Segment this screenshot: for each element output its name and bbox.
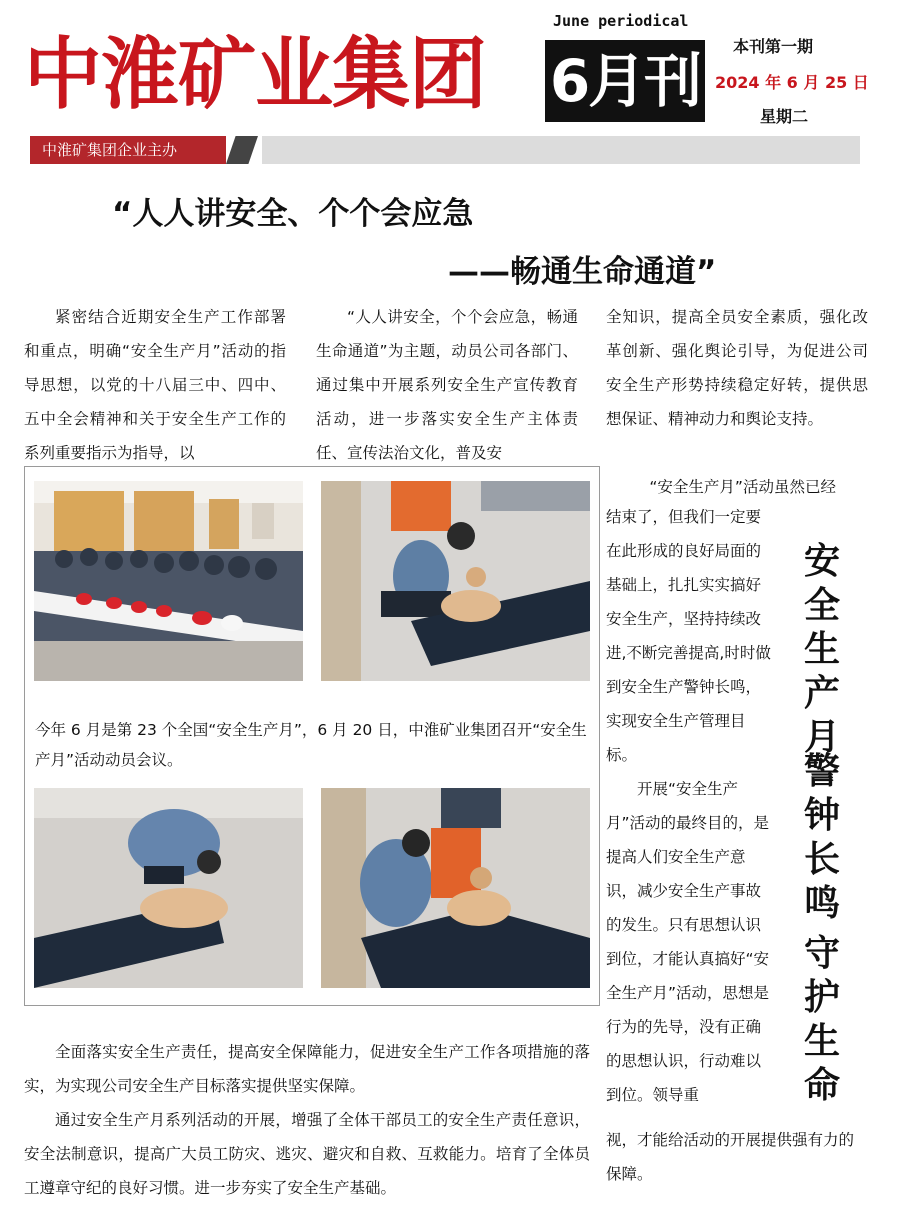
article-column-3-para2: “安全生产月”活动虽然已经: [649, 478, 836, 496]
article-column-3: 全知识，提高全员安全素质，强化改革创新、强化舆论引导，为促进公司安全生产形势持续稳定好转，提供思想保证、精神动力和舆论支持。: [606, 308, 868, 428]
bottom-para-1: 全面落实安全生产责任，提高安全保障能力，促进安全生产工作各项措施的落实，为实现公司安全生产目标落实提供坚实保障。: [24, 1043, 590, 1095]
issue-weekday: 星期二: [760, 107, 809, 126]
newspaper-title: 中淮矿业集团: [24, 30, 487, 120]
slogan-guard-life: 守护生命: [803, 933, 840, 1106]
bottom-para-2: 通过安全生产月系列活动的开展，增强了全体干部员工的安全生产责任意识，安全法制意识，提高广大员工防灾、逃灾、避灾和自救、互救能力。培育了全体员工遵章守纪的良好习惯。进一步夯实了安全生产基础。: [24, 1111, 590, 1197]
photo-caption: 今年 6 月是第 23 个全国“安全生产月”，6 月 20 日，中淮矿业集团召开“安全生产月”活动动员会议。: [35, 721, 587, 769]
right-narrow-para-1: 结束了，但我们一定要在此形成的良好局面的基础上，扎扎实实搞好安全生产，坚持持续改进,不断完善提高,时时做到安全生产警钟长鸣，实现安全生产管理目标。: [606, 508, 771, 764]
slogan-alarm-bell: 警钟长鸣: [803, 751, 840, 924]
divider-bar: [262, 136, 860, 164]
article-bottom: [24, 1035, 590, 1205]
right-narrow-para-2: 开展“安全生产月”活动的最终目的，是提高人们安全生产意识，减少安全生产事故的发生。只有思想认识到位，才能认真搞好“安全生产月”活动，思想是行为的先导，没有正确的思想认识，行动难以到位。领导重: [606, 780, 770, 1104]
sponsor-bar: 中淮矿集团企业主办: [30, 136, 226, 164]
issue-date: 2024 年 6 月 25 日: [715, 73, 869, 92]
article-right-narrow: [606, 500, 776, 1112]
divider-accent: [226, 136, 258, 164]
issue-number: 本刊第一期: [733, 37, 814, 56]
cpr-training-photo-2: [34, 788, 303, 988]
headline-line-2: ——畅通生命通道”: [448, 254, 717, 290]
article-right-end: 视，才能给活动的开展提供强有力的保障。: [606, 1131, 855, 1183]
article-column-1: 紧密结合近期安全生产工作部署和重点，明确“安全生产月”活动的指导思想，以党的十八届三中、四中、五中全会精神和关于安全生产工作的系列重要指示为指导，以: [24, 308, 286, 462]
photo-collage: [24, 466, 600, 1006]
headline-line-1: “人人讲安全、个个会应急: [112, 196, 474, 232]
article-column-2: “人人讲安全，个个会应急，畅通生命通道”为主题，动员公司各部门、通过集中开展系列安全生产宣传教育活动，进一步落实安全生产主体责任、宣传法治文化，普及安: [316, 308, 578, 462]
meeting-photo: [34, 481, 303, 681]
slogan-safety-month: 安全生产月: [803, 541, 840, 758]
issue-badge: 6月刊: [545, 40, 705, 122]
cpr-training-photo-1: [321, 481, 590, 681]
cpr-training-photo-3: [321, 788, 590, 988]
june-periodical-label: June periodical: [553, 12, 689, 30]
